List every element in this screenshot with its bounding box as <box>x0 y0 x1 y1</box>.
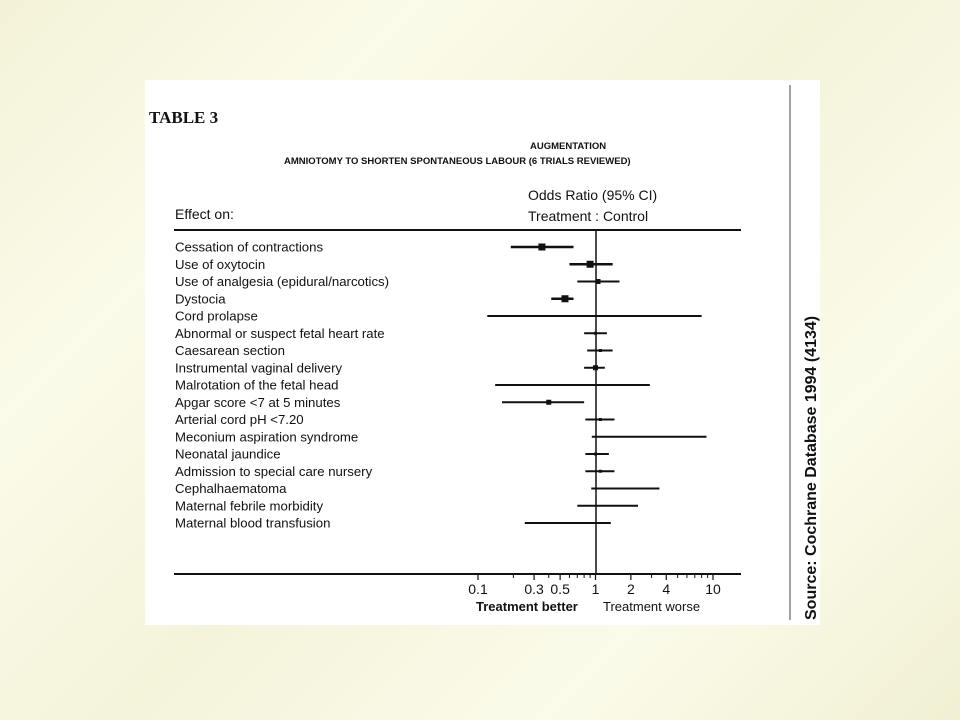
odds-ratio-point <box>595 315 596 316</box>
odds-ratio-point <box>595 279 600 284</box>
row-label: Use of oxytocin <box>175 256 266 272</box>
row-label: Admission to special care nursery <box>175 463 373 479</box>
row-label: Maternal febrile morbidity <box>175 498 324 514</box>
row-label: Maternal blood transfusion <box>175 515 331 531</box>
odds-ratio-header: Odds Ratio (95% CI) <box>528 187 658 203</box>
row-label: Arterial cord pH <7.20 <box>175 412 304 427</box>
odds-ratio-point <box>595 384 596 385</box>
x-tick-label: 0.5 <box>550 581 570 597</box>
x-tick-label: 4 <box>662 581 671 597</box>
x-tick-label: 10 <box>705 581 721 597</box>
row-label: Use of analgesia (epidural/narcotics) <box>175 274 390 289</box>
x-tick-label: 0.1 <box>468 581 488 597</box>
odds-ratio-point <box>538 244 545 251</box>
forest-plot-figure <box>145 80 820 625</box>
effect-on-header: Effect on: <box>175 206 234 222</box>
row-label: Malrotation of the fetal head <box>175 377 339 393</box>
row-label: Meconium aspiration syndrome <box>175 429 359 445</box>
table-image-card <box>145 80 820 625</box>
row-label: Cord prolapse <box>175 308 258 324</box>
subheading: AMNIOTOMY TO SHORTEN SPONTANEOUS LABOUR (6 TRIALS REVIEWED) <box>284 156 631 167</box>
odds-ratio-point <box>599 418 602 421</box>
treatment-better-caption: Treatment better <box>476 599 578 614</box>
odds-ratio-point <box>594 332 597 335</box>
odds-ratio-point <box>546 400 551 405</box>
row-label: Cessation of contractions <box>175 239 324 255</box>
odds-ratio-point <box>599 470 602 473</box>
heading: AUGMENTATION <box>530 141 607 152</box>
odds-ratio-point <box>587 261 594 268</box>
x-tick-label: 2 <box>626 581 635 597</box>
row-label: Dystocia <box>175 291 226 307</box>
odds-ratio-point <box>580 522 581 523</box>
treatment-worse-caption: Treatment worse <box>603 599 701 614</box>
odds-ratio-point <box>561 295 568 302</box>
odds-ratio-point <box>647 436 648 437</box>
source-caption: Source: Cochrane Database 1994 (4134) <box>803 315 820 620</box>
row-label: Instrumental vaginal delivery <box>175 360 343 376</box>
row-label: Cephalhaematoma <box>175 481 287 496</box>
odds-ratio-point <box>599 349 602 352</box>
x-tick-label: 1 <box>591 581 600 597</box>
odds-ratio-point <box>600 505 601 506</box>
row-label: Abnormal or suspect fetal heart rate <box>175 325 385 341</box>
row-label: Neonatal jaundice <box>175 446 281 462</box>
row-label: Apgar score <7 at 5 minutes <box>175 394 341 410</box>
row-label: Caesarean section <box>175 343 285 358</box>
treatment-control-header: Treatment : Control <box>528 208 649 224</box>
table-title: TABLE 3 <box>149 108 219 127</box>
odds-ratio-point <box>593 365 598 370</box>
odds-ratio-point <box>625 488 626 489</box>
odds-ratio-point <box>594 453 597 456</box>
x-tick-label: 0.3 <box>524 581 544 597</box>
